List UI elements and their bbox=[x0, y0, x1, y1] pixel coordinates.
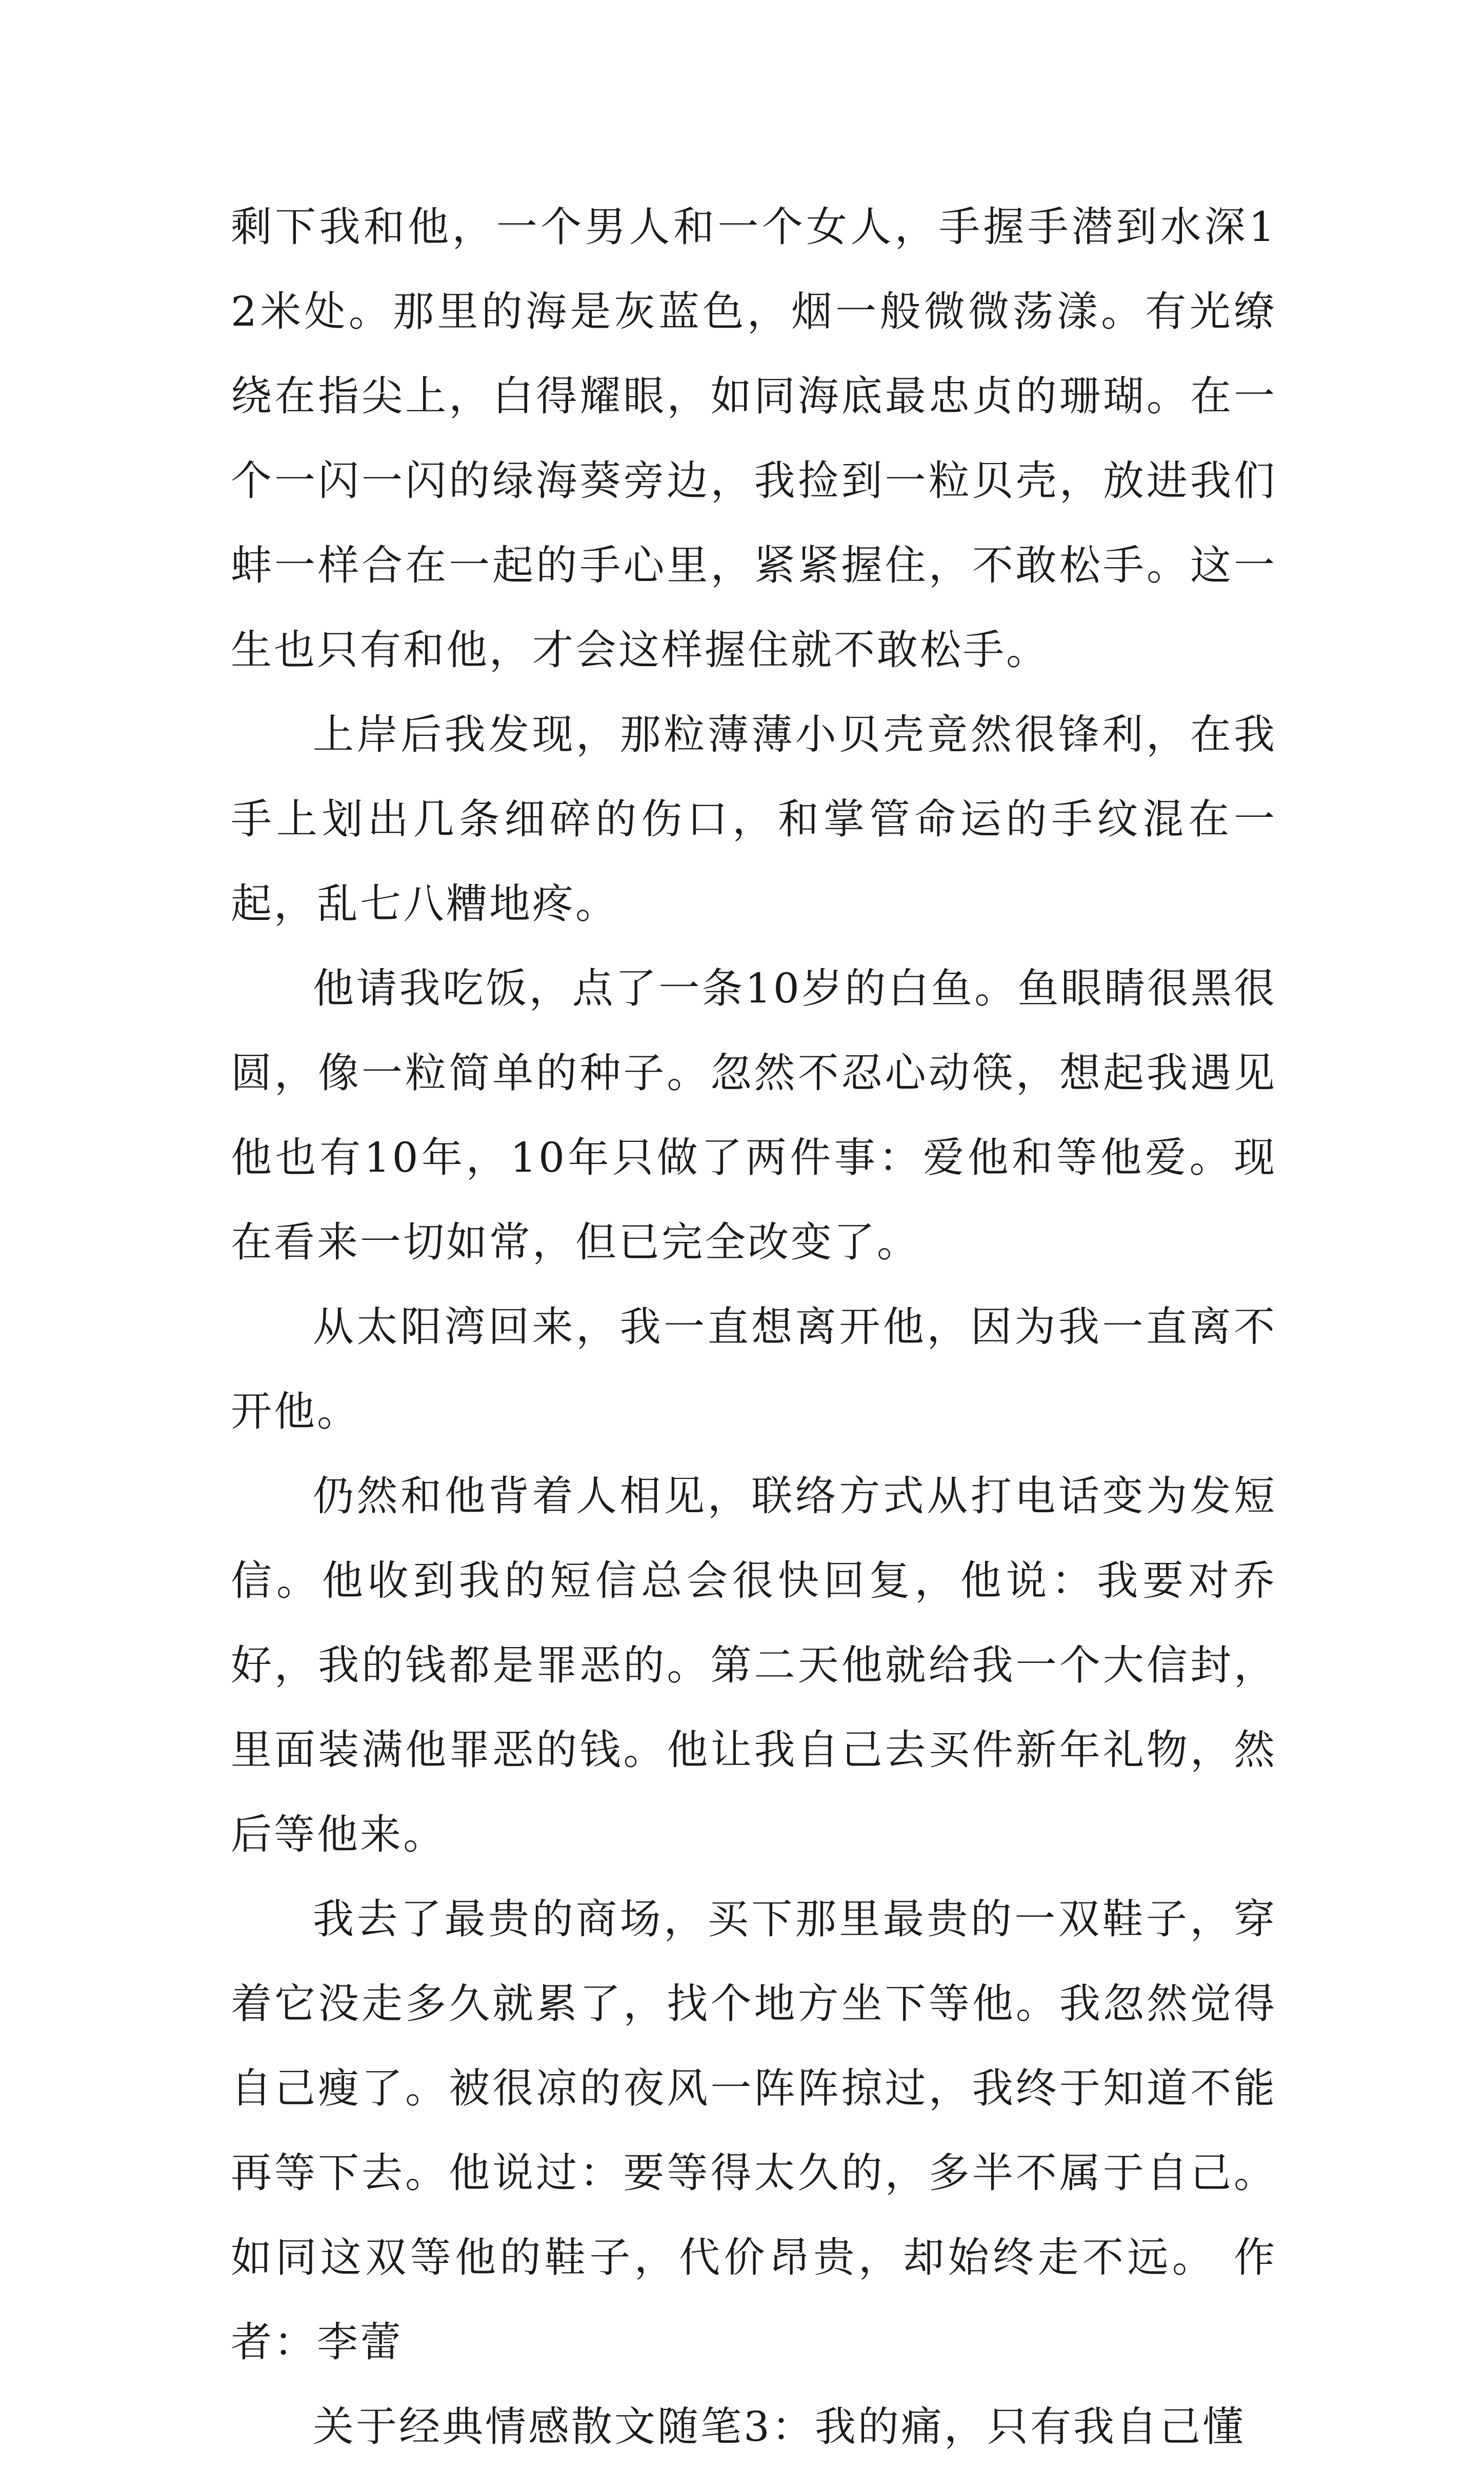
section-heading: 关于经典情感散文随笔3：我的痛，只有我自己懂 bbox=[313, 2403, 1246, 2451]
paragraph-3: 他请我吃饭，点了一条10岁的白鱼。鱼眼睛很黑很圆，像一粒简单的种子。忽然不忍心动筷，想起我遇见他也有10年，10年只做了两件事：爱他和等他爱。现在看来一切如常，但已完全改变了。 bbox=[231, 965, 1277, 1266]
paragraph-5: 仍然和他背着人相见，联络方式从打电话变为发短信。他收到我的短信总会很快回复，他说：我要对乔好，我的钱都是罪恶的。第二天他就给我一个大信封，里面装满他罪恶的钱。他让我自己去买件新年礼物，然后等他来。 bbox=[231, 1472, 1277, 1858]
paragraph-6: 我去了最贵的商场，买下那里最贵的一双鞋子，穿着它没走多久就累了，找个地方坐下等他。我忽然觉得自己瘦了。被很凉的夜风一阵阵掠过，我终于知道不能再等下去。他说过：要等得太久的，多半不属于自己。如同这双等他的鞋子，代价昂贵，却始终走不远。 作者：李蕾 bbox=[231, 1895, 1277, 2366]
article-body bbox=[231, 185, 1277, 2469]
paragraph-4: 从太阳湾回来，我一直想离开他，因为我一直离不开他。 bbox=[231, 1303, 1277, 1435]
paragraph-1: 剩下我和他，一个男人和一个女人，手握手潜到水深12米处。那里的海是灰蓝色，烟一般微微荡漾。有光缭绕在指尖上，白得耀眼，如同海底最忠贞的珊瑚。在一个一闪一闪的绿海葵旁边，我捡到一粒贝壳，放进我们蚌一样合在一起的手心里，紧紧握住，不敢松手。这一生也只有和他，才会这样握住就不敢松手。 bbox=[231, 203, 1277, 674]
paragraph-2: 上岸后我发现，那粒薄薄小贝壳竟然很锋利，在我手上划出几条细碎的伤口，和掌管命运的手纹混在一起，乱七八糟地疼。 bbox=[231, 711, 1277, 928]
